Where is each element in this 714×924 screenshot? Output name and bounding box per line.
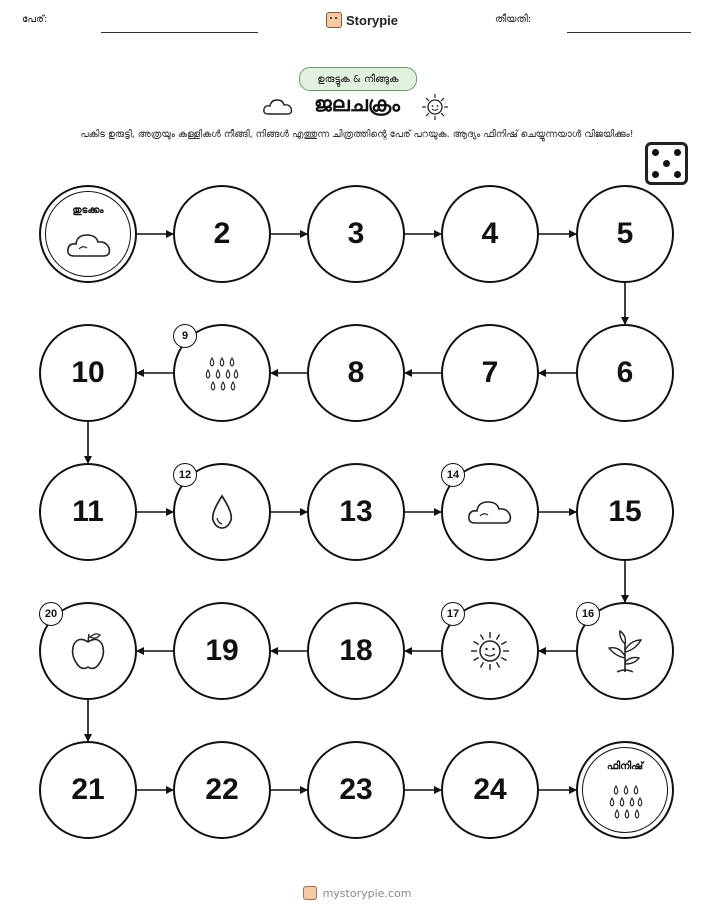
cell-number-badge: 20 <box>39 602 63 626</box>
board-cell-4 <box>441 185 539 283</box>
board-cell-8 <box>307 324 405 422</box>
name-label: പേര്: <box>22 14 48 25</box>
cell-number-badge: 16 <box>576 602 600 626</box>
cell-number: 10 <box>71 356 105 389</box>
cell-number-badge: 14 <box>441 463 465 487</box>
cell-number: 2 <box>213 217 231 250</box>
board-cell-22 <box>173 741 271 839</box>
cell-number: 7 <box>481 356 499 389</box>
board-cell-2 <box>173 185 271 283</box>
cell-number: 11 <box>72 495 104 528</box>
finish-label: ഫിനിഷ് <box>606 761 644 772</box>
cell-number: 3 <box>347 217 365 250</box>
board-cell-16 <box>576 602 674 700</box>
board-cell-15 <box>576 463 674 561</box>
cloud-icon <box>65 225 113 265</box>
cell-number: 19 <box>205 634 239 667</box>
plant-icon <box>605 628 645 674</box>
footer-mascot-icon <box>303 886 317 900</box>
instructions: പകിട ഉരുട്ടി, അത്രയും കള്ളികൾ നീങ്ങി, നിങ്ങൾ എത്തുന്ന ചിത്രത്തിന്റെ പേര് പറയുക. ആദ്യം ഫിനിഷ് ചെയ്യുന്നയാൾ വിജയിക്കും! <box>80 129 634 140</box>
board-cell-5 <box>576 185 674 283</box>
date-label: തീയതി: <box>495 14 532 25</box>
board-cell-20 <box>39 602 137 700</box>
cell-number: 18 <box>339 634 373 667</box>
footer <box>0 886 714 900</box>
board-cell-11 <box>39 463 137 561</box>
board-cell-18 <box>307 602 405 700</box>
cell-number: 24 <box>473 773 507 806</box>
board-cell-25 <box>576 741 674 839</box>
board-cell-3 <box>307 185 405 283</box>
board-cell-13 <box>307 463 405 561</box>
cell-number: 13 <box>339 495 373 528</box>
start-label: തുടക്കം <box>72 205 104 216</box>
cell-number: 21 <box>71 773 105 806</box>
board-cell-1 <box>39 185 137 283</box>
brand-name: Storypie <box>346 12 399 28</box>
apple-icon <box>69 630 107 672</box>
board-cell-7 <box>441 324 539 422</box>
activity-tag: ഉരുട്ടുക & നീങ്ങുക <box>299 67 417 91</box>
cell-number-badge: 17 <box>441 602 465 626</box>
cell-number: 23 <box>339 773 373 806</box>
cloud-icon <box>466 496 514 528</box>
board-cell-14 <box>441 463 539 561</box>
page-title: ജലചക്രം <box>314 92 400 116</box>
cell-number: 15 <box>608 495 642 528</box>
board-cell-21 <box>39 741 137 839</box>
rain-drops-icon <box>602 781 650 821</box>
board-cell-6 <box>576 324 674 422</box>
board-cell-12 <box>173 463 271 561</box>
rain-drops-icon <box>202 352 242 394</box>
sun-icon <box>468 629 512 673</box>
cell-number: 8 <box>347 356 365 389</box>
cell-number: 4 <box>481 217 499 250</box>
board-cell-24 <box>441 741 539 839</box>
cell-number-badge: 9 <box>173 324 197 348</box>
cell-number: 5 <box>616 217 634 250</box>
board-cell-9 <box>173 324 271 422</box>
board-cell-19 <box>173 602 271 700</box>
cell-number: 22 <box>205 773 239 806</box>
cell-number: 6 <box>616 356 634 389</box>
board-cell-10 <box>39 324 137 422</box>
cell-number-badge: 12 <box>173 463 197 487</box>
footer-url: mystorypie.com <box>322 886 412 900</box>
board-cell-23 <box>307 741 405 839</box>
board-cell-17 <box>441 602 539 700</box>
water-drop-icon <box>207 493 237 531</box>
